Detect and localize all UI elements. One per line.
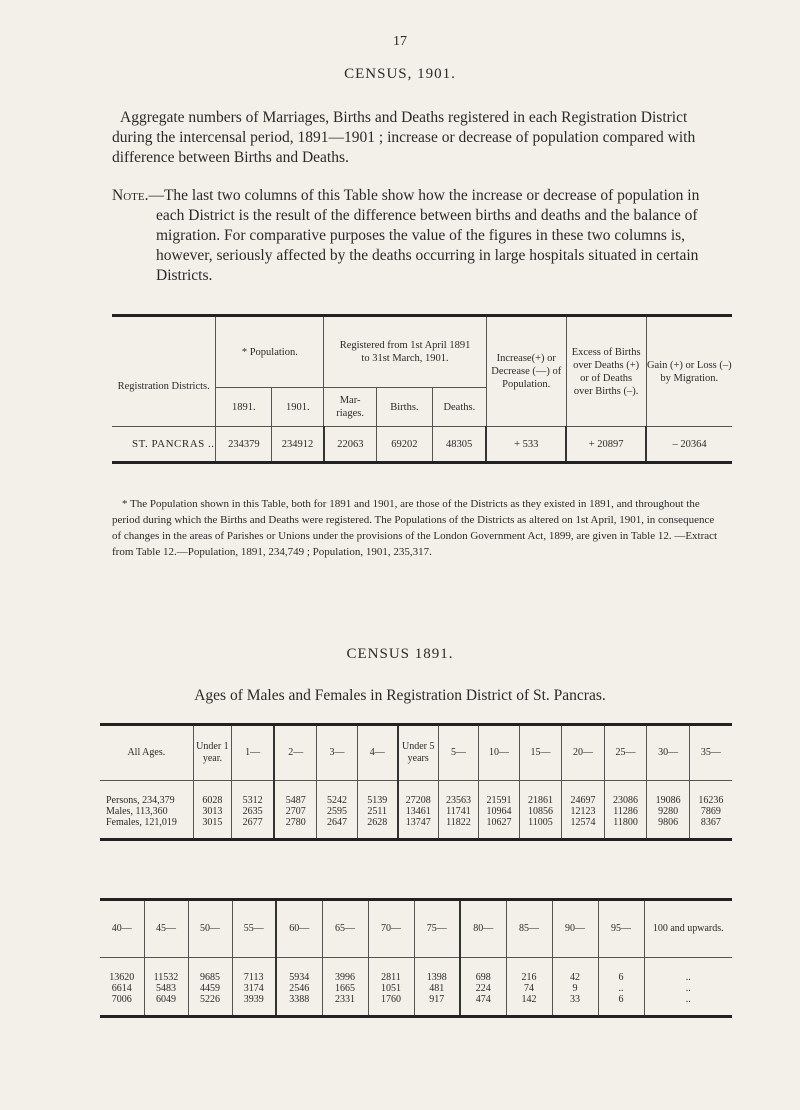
- ages-cell: 2647: [326, 817, 347, 828]
- ages-column-b-10: [552, 958, 598, 1017]
- ages-column-b-5: [322, 958, 368, 1017]
- ages-column-4: [317, 781, 358, 840]
- ages-cell: ..: [685, 983, 691, 994]
- ages-column-8: [479, 781, 520, 840]
- ages-cell: 11822: [446, 817, 471, 828]
- ages-cell: 4459: [200, 983, 220, 994]
- ages-column-b-1: [144, 958, 188, 1017]
- ages-cell: 10627: [486, 817, 512, 828]
- ages-header-13: 35—: [689, 725, 732, 781]
- ages-column-12: [647, 781, 690, 840]
- ages-cell: 11005: [528, 817, 553, 828]
- ages-cell: 11800: [613, 817, 638, 828]
- ages-cell: 5487: [285, 795, 306, 806]
- excess-value: + 20897: [566, 427, 646, 463]
- ages-column-b-0: [100, 958, 144, 1017]
- ages-cell: 23086: [613, 795, 639, 806]
- ages-cell: 6614: [111, 983, 132, 994]
- ages-cell: 2707: [285, 806, 306, 817]
- ages-cell: 1398: [426, 972, 447, 983]
- ages-cell: 5312: [242, 795, 263, 806]
- ages-cell: ..: [618, 983, 624, 994]
- ages-header-b-5: 65—: [322, 900, 368, 958]
- ages-header-5: 4—: [357, 725, 398, 781]
- age-group-labels: [100, 781, 193, 840]
- ages-cell: 5226: [200, 994, 220, 1005]
- ages-cell: 19086: [655, 795, 681, 806]
- note-paragraph: [112, 186, 722, 286]
- ages-cell: 5139: [367, 795, 388, 806]
- ages-header-b-9: 85—: [506, 900, 552, 958]
- ages-cell: 74: [524, 983, 534, 994]
- ages-cell: 13461: [405, 806, 431, 817]
- ages-header-b-1: 45—: [144, 900, 188, 958]
- header-gain: Gain (+) or Loss (–) by Migration.: [646, 316, 732, 427]
- ages-column-b-11: [598, 958, 644, 1017]
- ages-cell: 9685: [200, 972, 220, 983]
- header-registered: Registered from 1st April 1891 to 31st March, 1901.: [324, 316, 487, 388]
- header-excess: Excess of Births over Deaths (+) or of Deaths over Births (–).: [566, 316, 646, 427]
- ages-cell: 7869: [700, 806, 721, 817]
- ages-cell: 2511: [367, 806, 388, 817]
- population-footnote: * The Population shown in this Table, both for 1891 and 1901, are those of the Districts as they existed in 1891, and throughout the period during which the Births and Deaths were registered. The Populations of the Districts as altered on 1st April, 1901, in consequence of changes in the areas of Parishes or Unions under the provisions of the London Government Act, 1899, are given in Table 12. —Extract from Table 12.—Population, 1891, 234,749 ; Population, 1901, 235,317.: [112, 498, 718, 558]
- ages-header-3: 2—: [274, 725, 317, 781]
- increase-value: + 533: [486, 427, 566, 463]
- ages-cell: 11532: [153, 972, 179, 983]
- header-1901: 1901.: [272, 388, 324, 427]
- ages-column-b-7: [414, 958, 460, 1017]
- intro-paragraph: Aggregate numbers of Marriages, Births and Deaths registered in each Registration District during the intercensal period, 1891—1901 ; increase or decrease of population compared with difference between Births and Deaths.: [112, 109, 696, 166]
- ages-table-part-2: [100, 898, 732, 1018]
- births-value: 69202: [376, 427, 432, 463]
- header-deaths: Deaths.: [432, 388, 486, 427]
- table-row: [112, 427, 732, 463]
- ages-cell: 9: [572, 983, 578, 994]
- ages-header-11: 25—: [604, 725, 647, 781]
- age-group-label-2: Females, 121,019: [106, 817, 177, 828]
- header-increase: Increase(+) or Decrease (—) of Population.: [486, 316, 566, 427]
- ages-column-5: [357, 781, 398, 840]
- ages-column-11: [604, 781, 647, 840]
- pop-1891-value: 234379: [216, 427, 272, 463]
- ages-cell: 5934: [289, 972, 310, 983]
- table-row: [100, 958, 732, 1017]
- ages-cell: 6: [618, 972, 624, 983]
- ages-cell: 474: [475, 994, 491, 1005]
- ages-cell: 6: [618, 994, 624, 1005]
- ages-header-b-11: 95—: [598, 900, 644, 958]
- ages-header-12: 30—: [647, 725, 690, 781]
- marriages-value: 22063: [324, 427, 377, 463]
- ages-cell: 21861: [527, 795, 553, 806]
- ages-cell: 698: [475, 972, 491, 983]
- ages-cell: 11741: [446, 806, 471, 817]
- ages-cell: 1665: [335, 983, 355, 994]
- ages-column-b-6: [368, 958, 414, 1017]
- ages-cell: 6049: [156, 994, 176, 1005]
- pop-1901-value: 234912: [272, 427, 324, 463]
- ages-column-b-8: [460, 958, 506, 1017]
- ages-header-2: 1—: [232, 725, 275, 781]
- header-births: Births.: [376, 388, 432, 427]
- ages-cell: 1051: [381, 983, 401, 994]
- ages-cell: 5483: [156, 983, 176, 994]
- ages-cell: 2628: [367, 817, 388, 828]
- ages-cell: 1760: [381, 994, 401, 1005]
- ages-column-10: [562, 781, 605, 840]
- ages-cell: 3013: [202, 806, 223, 817]
- page-number: 17: [393, 34, 407, 49]
- ages-cell: 24697: [570, 795, 596, 806]
- ages-column-b-2: [188, 958, 232, 1017]
- ages-cell: 2811: [381, 972, 401, 983]
- ages-cell: 481: [429, 983, 445, 994]
- ages-header-b-3: 55—: [232, 900, 276, 958]
- ages-column-3: [274, 781, 317, 840]
- ages-header-b-6: 70—: [368, 900, 414, 958]
- ages-cell: 5242: [326, 795, 347, 806]
- ages-column-b-4: [276, 958, 322, 1017]
- ages-column-b-9: [506, 958, 552, 1017]
- ages-cell: 2635: [242, 806, 263, 817]
- age-group-label-1: Males, 113,360: [106, 806, 168, 817]
- table-row: [100, 781, 732, 840]
- ages-header-4: 3—: [317, 725, 358, 781]
- ages-header-6: Under 5 years: [398, 725, 439, 781]
- ages-column-1: [193, 781, 231, 840]
- ages-cell: 23563: [445, 795, 471, 806]
- ages-cell: 10856: [527, 806, 553, 817]
- ages-cell: 3939: [243, 994, 264, 1005]
- ages-cell: 33: [570, 994, 580, 1005]
- ages-header-row: [100, 725, 732, 781]
- ages-cell: 6028: [202, 795, 223, 806]
- ages-header-0: All Ages.: [100, 725, 193, 781]
- census-1891-title: CENSUS 1891.: [346, 646, 454, 662]
- ages-cell: 8367: [700, 817, 721, 828]
- ages-cell: ..: [685, 972, 691, 983]
- ages-column-6: [398, 781, 439, 840]
- ages-cell: 13620: [109, 972, 135, 983]
- ages-cell: 9806: [658, 817, 679, 828]
- ages-cell: 2677: [242, 817, 263, 828]
- ages-cell: 9280: [658, 806, 679, 817]
- ages-cell: ..: [685, 994, 691, 1005]
- ages-cell: 142: [521, 994, 537, 1005]
- ages-cell: 216: [521, 972, 537, 983]
- ages-header-b-7: 75—: [414, 900, 460, 958]
- ages-cell: 3388: [289, 994, 310, 1005]
- header-1891: 1891.: [216, 388, 272, 427]
- ages-header-b-0: 40—: [100, 900, 144, 958]
- ages-header-7: 5—: [438, 725, 479, 781]
- ages-cell: 12123: [570, 806, 596, 817]
- ages-cell: 224: [475, 983, 491, 994]
- ages-table-part-1: [100, 723, 732, 841]
- ages-cell: 10964: [486, 806, 512, 817]
- ages-header-1: Under 1 year.: [193, 725, 231, 781]
- ages-cell: 2780: [285, 817, 306, 828]
- ages-cell: 3174: [243, 983, 264, 994]
- district-name: ST. PANCRAS ..: [112, 427, 216, 463]
- ages-cell: 27208: [405, 795, 431, 806]
- note-text: —The last two columns of this Table show how the increase or decrease of population in each District is the result of the difference between births and deaths and the balance of migration. For comparative purposes the value of the figures in these two columns is, however, seriously affected by the deaths occurring in large hospitals situated in certain Districts.: [148, 187, 700, 284]
- ages-column-b-3: [232, 958, 276, 1017]
- ages-column-7: [438, 781, 479, 840]
- ages-cell: 2595: [326, 806, 347, 817]
- header-population: * Population.: [216, 316, 324, 388]
- ages-cell: 7113: [243, 972, 264, 983]
- ages-cell: 2331: [335, 994, 355, 1005]
- age-group-label-0: Persons, 234,379: [106, 795, 175, 806]
- ages-column-b-12: [644, 958, 732, 1017]
- ages-header-b-10: 90—: [552, 900, 598, 958]
- ages-column-9: [519, 781, 562, 840]
- header-districts: Registration Districts.: [117, 381, 210, 392]
- ages-column-13: [689, 781, 732, 840]
- census-1901-title: CENSUS, 1901.: [344, 66, 456, 82]
- ages-cell: 7006: [111, 994, 132, 1005]
- ages-column-2: [232, 781, 275, 840]
- ages-header-8: 10—: [479, 725, 520, 781]
- gain-value: – 20364: [646, 427, 732, 463]
- ages-cell: 3015: [202, 817, 223, 828]
- note-label: Note.: [112, 187, 149, 204]
- ages-header-b-12: 100 and upwards.: [644, 900, 732, 958]
- ages-cell: 42: [570, 972, 580, 983]
- ages-cell: 21591: [486, 795, 512, 806]
- ages-cell: 11286: [613, 806, 638, 817]
- ages-cell: 917: [429, 994, 445, 1005]
- census-1891-subtitle: Ages of Males and Females in Registration District of St. Pancras.: [194, 687, 606, 704]
- ages-header-b-2: 50—: [188, 900, 232, 958]
- ages-header-9: 15—: [519, 725, 562, 781]
- ages-cell: 12574: [570, 817, 596, 828]
- header-marriages: Mar- riages.: [324, 388, 377, 427]
- census-1901-table: [112, 314, 732, 464]
- ages-header-b-4: 60—: [276, 900, 322, 958]
- ages-header-row-2: [100, 900, 732, 958]
- ages-header-b-8: 80—: [460, 900, 506, 958]
- ages-cell: 3996: [335, 972, 355, 983]
- ages-header-10: 20—: [562, 725, 605, 781]
- ages-cell: 2546: [289, 983, 310, 994]
- ages-cell: 13747: [405, 817, 431, 828]
- deaths-value: 48305: [432, 427, 486, 463]
- ages-cell: 16236: [698, 795, 724, 806]
